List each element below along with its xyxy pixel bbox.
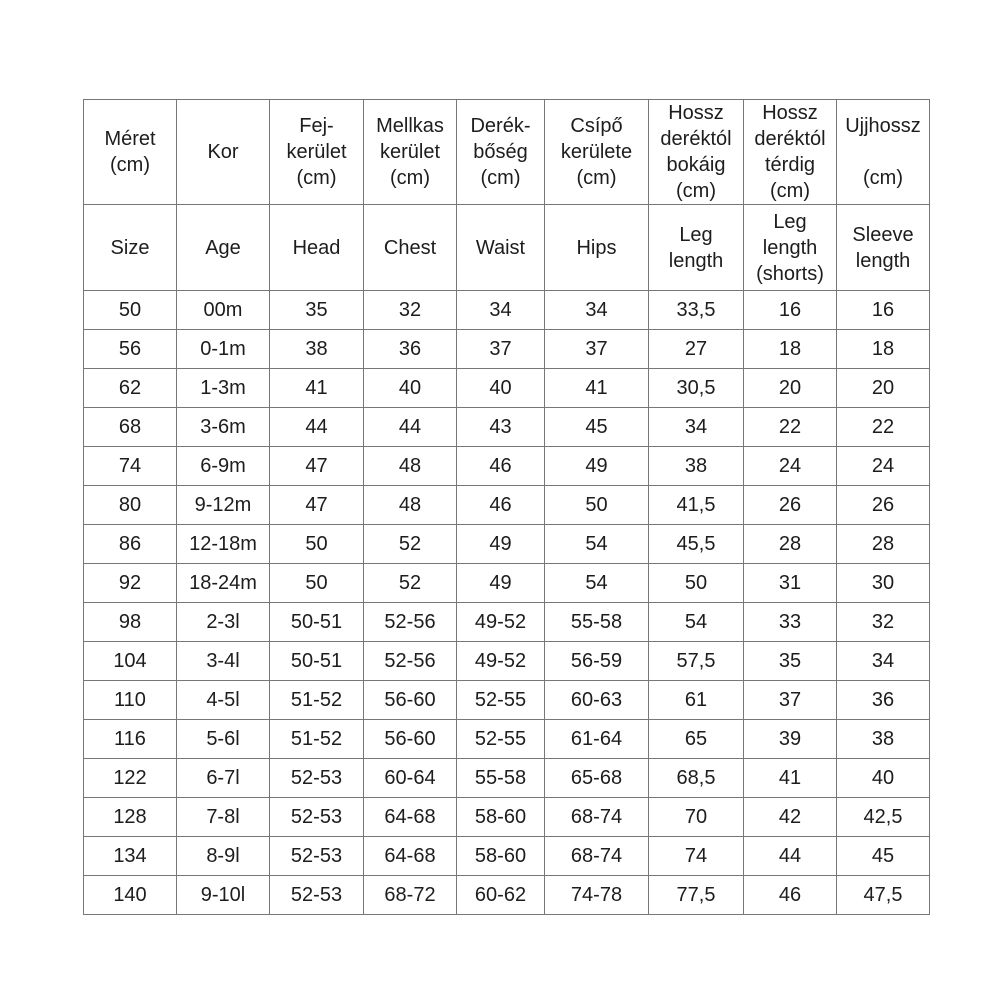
table-cell: 6-9m xyxy=(177,447,270,486)
table-cell: 9-10l xyxy=(177,876,270,915)
table-cell: 58-60 xyxy=(457,837,545,876)
table-cell: 37 xyxy=(545,330,649,369)
table-cell: 52-53 xyxy=(270,759,364,798)
table-cell: 18-24m xyxy=(177,564,270,603)
column-header-hu-4: Derék- bőség (cm) xyxy=(457,100,545,205)
table-cell: 49 xyxy=(545,447,649,486)
column-header-en-8: Sleeve length xyxy=(837,205,930,291)
table-cell: 34 xyxy=(837,642,930,681)
size-chart-table xyxy=(83,99,930,915)
table-row-size-110 xyxy=(84,681,930,720)
table-row-size-104 xyxy=(84,642,930,681)
table-cell: 39 xyxy=(744,720,837,759)
column-header-hu-7: Hossz deréktól térdig (cm) xyxy=(744,100,837,205)
table-cell: 00m xyxy=(177,291,270,330)
table-cell: 110 xyxy=(84,681,177,720)
table-cell: 45 xyxy=(837,837,930,876)
table-cell: 18 xyxy=(837,330,930,369)
table-cell: 22 xyxy=(837,408,930,447)
table-cell: 16 xyxy=(837,291,930,330)
table-cell: 9-12m xyxy=(177,486,270,525)
table-cell: 30 xyxy=(837,564,930,603)
table-cell: 74 xyxy=(649,837,744,876)
header-row-english xyxy=(84,205,930,291)
table-cell: 42,5 xyxy=(837,798,930,837)
table-cell: 4-5l xyxy=(177,681,270,720)
table-cell: 60-64 xyxy=(364,759,457,798)
table-cell: 48 xyxy=(364,447,457,486)
table-cell: 20 xyxy=(837,369,930,408)
table-cell: 52-56 xyxy=(364,642,457,681)
table-cell: 33 xyxy=(744,603,837,642)
table-cell: 70 xyxy=(649,798,744,837)
table-cell: 61 xyxy=(649,681,744,720)
table-cell: 35 xyxy=(270,291,364,330)
table-cell: 42 xyxy=(744,798,837,837)
table-cell: 56-60 xyxy=(364,720,457,759)
table-cell: 34 xyxy=(457,291,545,330)
table-row-size-122 xyxy=(84,759,930,798)
table-cell: 60-62 xyxy=(457,876,545,915)
table-cell: 60-63 xyxy=(545,681,649,720)
column-header-hu-5: Csípő kerülete (cm) xyxy=(545,100,649,205)
table-cell: 49 xyxy=(457,564,545,603)
table-cell: 52 xyxy=(364,525,457,564)
table-cell: 54 xyxy=(545,564,649,603)
table-cell: 38 xyxy=(270,330,364,369)
column-header-hu-8: Ujjhossz (cm) xyxy=(837,100,930,205)
table-cell: 41,5 xyxy=(649,486,744,525)
table-row-size-68 xyxy=(84,408,930,447)
table-cell: 3-4l xyxy=(177,642,270,681)
table-cell: 38 xyxy=(649,447,744,486)
table-cell: 7-8l xyxy=(177,798,270,837)
table-cell: 47,5 xyxy=(837,876,930,915)
table-cell: 58-60 xyxy=(457,798,545,837)
table-cell: 68-72 xyxy=(364,876,457,915)
table-row-size-128 xyxy=(84,798,930,837)
table-cell: 98 xyxy=(84,603,177,642)
table-cell: 50 xyxy=(270,525,364,564)
table-cell: 5-6l xyxy=(177,720,270,759)
table-cell: 64-68 xyxy=(364,837,457,876)
column-header-hu-6: Hossz deréktól bokáig (cm) xyxy=(649,100,744,205)
table-cell: 77,5 xyxy=(649,876,744,915)
table-cell: 52-53 xyxy=(270,798,364,837)
column-header-en-0: Size xyxy=(84,205,177,291)
table-cell: 0-1m xyxy=(177,330,270,369)
table-cell: 56-59 xyxy=(545,642,649,681)
table-cell: 12-18m xyxy=(177,525,270,564)
header-row-hungarian xyxy=(84,100,930,205)
table-cell: 64-68 xyxy=(364,798,457,837)
table-cell: 52-53 xyxy=(270,837,364,876)
table-cell: 55-58 xyxy=(457,759,545,798)
table-cell: 32 xyxy=(364,291,457,330)
table-cell: 26 xyxy=(837,486,930,525)
column-header-hu-3: Mellkas kerület (cm) xyxy=(364,100,457,205)
table-cell: 52-55 xyxy=(457,681,545,720)
table-row-size-92 xyxy=(84,564,930,603)
table-cell: 51-52 xyxy=(270,720,364,759)
table-cell: 54 xyxy=(545,525,649,564)
table-cell: 57,5 xyxy=(649,642,744,681)
table-cell: 22 xyxy=(744,408,837,447)
table-cell: 37 xyxy=(457,330,545,369)
table-cell: 50 xyxy=(545,486,649,525)
table-row-size-56 xyxy=(84,330,930,369)
table-cell: 46 xyxy=(457,447,545,486)
column-header-en-3: Chest xyxy=(364,205,457,291)
table-cell: 62 xyxy=(84,369,177,408)
column-header-en-1: Age xyxy=(177,205,270,291)
table-cell: 36 xyxy=(837,681,930,720)
table-cell: 41 xyxy=(270,369,364,408)
table-cell: 65 xyxy=(649,720,744,759)
table-cell: 47 xyxy=(270,447,364,486)
table-cell: 92 xyxy=(84,564,177,603)
table-cell: 20 xyxy=(744,369,837,408)
table-row-size-50 xyxy=(84,291,930,330)
table-cell: 52-55 xyxy=(457,720,545,759)
table-cell: 74-78 xyxy=(545,876,649,915)
table-cell: 16 xyxy=(744,291,837,330)
table-cell: 35 xyxy=(744,642,837,681)
table-cell: 8-9l xyxy=(177,837,270,876)
table-cell: 54 xyxy=(649,603,744,642)
table-cell: 50 xyxy=(84,291,177,330)
table-cell: 55-58 xyxy=(545,603,649,642)
table-cell: 45,5 xyxy=(649,525,744,564)
column-header-en-4: Waist xyxy=(457,205,545,291)
table-cell: 38 xyxy=(837,720,930,759)
table-cell: 122 xyxy=(84,759,177,798)
table-cell: 52-53 xyxy=(270,876,364,915)
table-cell: 74 xyxy=(84,447,177,486)
table-cell: 36 xyxy=(364,330,457,369)
table-cell: 3-6m xyxy=(177,408,270,447)
table-cell: 49-52 xyxy=(457,603,545,642)
table-cell: 68-74 xyxy=(545,837,649,876)
table-cell: 48 xyxy=(364,486,457,525)
table-cell: 46 xyxy=(744,876,837,915)
table-cell: 116 xyxy=(84,720,177,759)
table-row-size-98 xyxy=(84,603,930,642)
table-cell: 49-52 xyxy=(457,642,545,681)
table-cell: 40 xyxy=(837,759,930,798)
table-cell: 68-74 xyxy=(545,798,649,837)
table-cell: 26 xyxy=(744,486,837,525)
table-cell: 50-51 xyxy=(270,642,364,681)
table-cell: 65-68 xyxy=(545,759,649,798)
table-cell: 47 xyxy=(270,486,364,525)
table-row-size-140 xyxy=(84,876,930,915)
table-header xyxy=(84,100,930,291)
table-cell: 104 xyxy=(84,642,177,681)
table-row-size-80 xyxy=(84,486,930,525)
table-cell: 44 xyxy=(364,408,457,447)
table-row-size-134 xyxy=(84,837,930,876)
table-cell: 43 xyxy=(457,408,545,447)
table-cell: 45 xyxy=(545,408,649,447)
table-body xyxy=(84,291,930,915)
table-cell: 50-51 xyxy=(270,603,364,642)
table-cell: 56-60 xyxy=(364,681,457,720)
table-cell: 68,5 xyxy=(649,759,744,798)
table-cell: 140 xyxy=(84,876,177,915)
table-cell: 86 xyxy=(84,525,177,564)
table-cell: 28 xyxy=(837,525,930,564)
table-cell: 61-64 xyxy=(545,720,649,759)
table-cell: 134 xyxy=(84,837,177,876)
table-cell: 34 xyxy=(649,408,744,447)
table-cell: 46 xyxy=(457,486,545,525)
table-row-size-74 xyxy=(84,447,930,486)
table-cell: 37 xyxy=(744,681,837,720)
table-cell: 52-56 xyxy=(364,603,457,642)
table-cell: 30,5 xyxy=(649,369,744,408)
table-cell: 6-7l xyxy=(177,759,270,798)
table-cell: 34 xyxy=(545,291,649,330)
table-cell: 44 xyxy=(270,408,364,447)
table-cell: 40 xyxy=(457,369,545,408)
table-cell: 128 xyxy=(84,798,177,837)
table-cell: 24 xyxy=(837,447,930,486)
table-cell: 27 xyxy=(649,330,744,369)
table-cell: 24 xyxy=(744,447,837,486)
table-row-size-116 xyxy=(84,720,930,759)
column-header-en-2: Head xyxy=(270,205,364,291)
table-cell: 2-3l xyxy=(177,603,270,642)
table-cell: 56 xyxy=(84,330,177,369)
column-header-hu-0: Méret (cm) xyxy=(84,100,177,205)
table-cell: 49 xyxy=(457,525,545,564)
table-cell: 33,5 xyxy=(649,291,744,330)
table-cell: 40 xyxy=(364,369,457,408)
table-cell: 80 xyxy=(84,486,177,525)
table-cell: 32 xyxy=(837,603,930,642)
table-cell: 31 xyxy=(744,564,837,603)
table-cell: 41 xyxy=(545,369,649,408)
table-cell: 50 xyxy=(649,564,744,603)
table-cell: 41 xyxy=(744,759,837,798)
table-cell: 44 xyxy=(744,837,837,876)
column-header-hu-1: Kor xyxy=(177,100,270,205)
column-header-en-5: Hips xyxy=(545,205,649,291)
column-header-hu-2: Fej- kerület (cm) xyxy=(270,100,364,205)
table-cell: 51-52 xyxy=(270,681,364,720)
table-cell: 68 xyxy=(84,408,177,447)
table-cell: 50 xyxy=(270,564,364,603)
table-cell: 1-3m xyxy=(177,369,270,408)
table-row-size-62 xyxy=(84,369,930,408)
table-cell: 18 xyxy=(744,330,837,369)
table-row-size-86 xyxy=(84,525,930,564)
table-cell: 52 xyxy=(364,564,457,603)
table-cell: 28 xyxy=(744,525,837,564)
column-header-en-6: Leg length xyxy=(649,205,744,291)
column-header-en-7: Leg length (shorts) xyxy=(744,205,837,291)
